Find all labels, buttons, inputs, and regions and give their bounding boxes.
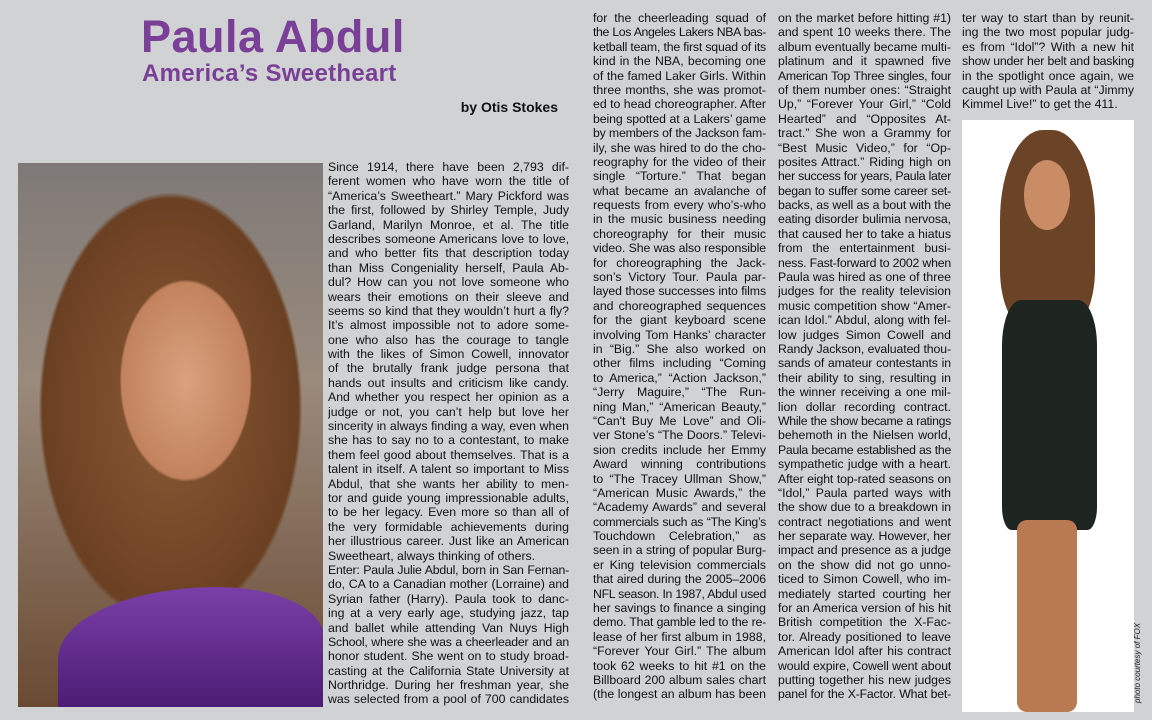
- text-line: three months, she was promot-: [593, 82, 766, 97]
- text-line: the show due to a breakdown in: [778, 500, 951, 515]
- text-line: single “Torture.” That began: [593, 169, 766, 184]
- text-line: album eventually became multi-: [778, 39, 951, 54]
- text-line: platinum and it spawned five: [778, 54, 951, 69]
- full-length-photo-paula-abdul: [962, 120, 1134, 712]
- text-line: ferent women who have worn the title of: [328, 174, 569, 189]
- text-line: them feel good about themselves. That is a: [328, 447, 569, 462]
- text-line: Northridge. During her freshman year, she: [328, 678, 569, 693]
- text-line: that aired during the 2005–2006: [593, 572, 766, 587]
- text-line: and spent 10 weeks there. The: [778, 25, 951, 40]
- text-line: ter way to start than by reunit-: [962, 11, 1134, 25]
- text-line: hands out insults and criticism like candy.: [328, 375, 569, 390]
- text-line: the winner receiving a one mil-: [778, 385, 951, 400]
- text-line: their ability to sing, resulting in: [778, 370, 951, 385]
- text-line: And whether you respect her opinion as a: [328, 390, 569, 405]
- byline: by Otis Stokes: [460, 99, 558, 115]
- text-line: the very formidable achievements during: [328, 519, 569, 534]
- article-column-4: [962, 11, 1134, 112]
- text-line: ticed to Simon Cowell, who im-: [778, 572, 951, 587]
- article-title: Paula Abdul: [141, 11, 405, 62]
- text-line: judge or not, you can’t help but love her: [328, 404, 569, 419]
- text-line: sincerity in always finding a way, even when: [328, 419, 569, 434]
- text-line: of them number ones: “Straight: [778, 82, 951, 97]
- text-line: music competition show “Amer-: [778, 298, 951, 313]
- text-line: ness. Fast-forward to 2002 when: [778, 255, 951, 270]
- text-line: on the market before hitting #1): [778, 11, 951, 25]
- text-line: impact and presence as a judge: [778, 543, 951, 558]
- text-line: ing at a very early age, studying jazz, tap: [328, 606, 569, 621]
- text-line: show under her belt and basking: [962, 54, 1134, 69]
- text-line: “American Music Awards,” the: [593, 485, 766, 500]
- text-line: of the brutally frank judge persona that: [328, 361, 569, 376]
- text-line: Paula became established as the: [778, 442, 951, 457]
- text-line: ily, she was hired to do the cho-: [593, 140, 766, 155]
- text-line: reography for the video of their: [593, 154, 766, 169]
- text-line: for choreographing the Jack-: [593, 255, 766, 270]
- text-line: Garland, Marilyn Monroe, et al. The title: [328, 217, 569, 232]
- text-line: the Los Angeles Lakers NBA bas-: [593, 25, 766, 40]
- text-line: “Best Music Video,” for “Op-: [778, 140, 951, 155]
- text-line: her success for years, Paula later: [778, 169, 951, 184]
- text-line: her illustrious career. Just like an American: [328, 534, 569, 549]
- text-line: ing the two most popular judg-: [962, 25, 1134, 40]
- text-line: eating disorder bulimia nervosa,: [778, 212, 951, 227]
- text-line: “America’s Sweetheart.” Mary Pickford was: [328, 188, 569, 203]
- text-line: requests from every who’s-who: [593, 198, 766, 213]
- text-line: choreography for their music: [593, 226, 766, 241]
- text-line: other films including “Coming: [593, 356, 766, 371]
- purple-top: [58, 587, 323, 707]
- text-line: being spotted at a Lakers’ game: [593, 111, 766, 126]
- text-line: Kimmel Live!” to get the 411.: [962, 97, 1118, 112]
- text-line: “Idol,” Paula parted ways with: [778, 485, 951, 500]
- text-line: on the show did not go unno-: [778, 557, 951, 572]
- text-line: talent in itself. A talent so important to Miss: [328, 462, 569, 477]
- text-line: what became an avalanche of: [593, 183, 766, 198]
- text-line: panel for the X-Factor. What bet-: [778, 687, 951, 702]
- text-line: honor student. She went on to study broad-: [328, 649, 569, 664]
- face: [1024, 160, 1070, 230]
- portrait-photo-paula-abdul: [18, 163, 323, 707]
- text-line: involving Tom Hanks’ character: [593, 327, 766, 342]
- text-line: Enter: Paula Julie Abdul, born in San Fernan-: [328, 562, 569, 577]
- text-line: er King television commercials: [593, 557, 766, 572]
- text-line: would expire, Cowell went about: [778, 658, 951, 673]
- text-line: to “The Tracey Ullman Show,”: [593, 471, 766, 486]
- text-line: (the longest an album has been: [593, 687, 766, 702]
- legs: [1017, 520, 1077, 712]
- text-line: After eight top-rated seasons on: [778, 471, 951, 486]
- text-line: contract negotiations and went: [778, 514, 951, 529]
- text-line: behemoth in the Nielsen world,: [778, 428, 951, 443]
- text-line: Since 1914, there have been 2,793 dif-: [328, 160, 569, 174]
- text-line: video. She was also responsible: [593, 241, 766, 256]
- text-line: Touchdown Celebration,” as: [593, 529, 766, 544]
- text-line: lion dollar recording contract.: [778, 399, 951, 414]
- text-line: dul? How can you not love someone who: [328, 275, 569, 290]
- text-line: It’s almost impossible not to adore some-: [328, 318, 569, 333]
- text-line: to America,” “Action Jackson,”: [593, 370, 766, 385]
- text-line: sands of amateur contestants in: [778, 356, 951, 371]
- text-line: ketball team, the first squad of its: [593, 39, 766, 54]
- text-line: tract.” She won a Grammy for: [778, 126, 951, 141]
- text-line: to be her legacy. Even more so than all of: [328, 505, 569, 520]
- text-line: seems so kind that they wouldn’t hurt a fly?: [328, 303, 569, 318]
- text-line: for the giant keyboard scene: [593, 313, 766, 328]
- article-subtitle: America’s Sweetheart: [142, 60, 397, 87]
- text-line: one who also has the courage to tangle: [328, 332, 569, 347]
- black-dress: [1002, 300, 1097, 530]
- text-line: judges for the reality television: [778, 284, 951, 299]
- text-line: “Jerry Maguire,” “The Run-: [593, 385, 766, 400]
- text-line: Award winning contributions: [593, 457, 766, 472]
- text-line: with the likes of Simon Cowell, innovator: [328, 347, 569, 362]
- text-line: Randy Jackson, evaluated thou-: [778, 341, 951, 356]
- text-line: and choreographed sequences: [593, 298, 766, 313]
- text-line: ning Man,” “American Beauty,”: [593, 399, 766, 414]
- text-line: Hearted” and “Opposites At-: [778, 111, 951, 126]
- text-line: Sweetheart, always thinking of others.: [328, 548, 536, 563]
- text-line: took 62 weeks to hit #1 on the: [593, 658, 766, 673]
- text-line: American Idol after his contract: [778, 644, 951, 659]
- text-line: School, where she was a cheerleader and an: [328, 634, 569, 649]
- text-line: wears their emotions on their sleeve and: [328, 289, 569, 304]
- text-line: for the cheerleading squad of: [593, 11, 766, 25]
- text-line: in “Big.” She also worked on: [593, 341, 766, 356]
- text-line: mediately started courting her: [778, 586, 951, 601]
- text-line: ver Stone’s “The Doors.” Televi-: [593, 428, 766, 443]
- text-line: es from “Idol”? With a new hit: [962, 39, 1134, 54]
- text-line: by members of the Jackson fam-: [593, 126, 766, 141]
- text-line: sion credits include her Emmy: [593, 442, 766, 457]
- text-line: and who better fits that description today: [328, 246, 569, 261]
- text-line: seen in a string of popular Burg-: [593, 543, 766, 558]
- text-line: son’s Victory Tour. Paula par-: [593, 270, 766, 285]
- text-line: from the entertainment busi-: [778, 241, 951, 256]
- text-line: Syrian father (Harry). Paula took to danc-: [328, 591, 569, 606]
- text-line: posites Attract.” Riding high on: [778, 154, 951, 169]
- text-line: do, CA to a Canadian mother (Lorraine) and: [328, 577, 569, 592]
- text-line: tor. Already positioned to leave: [778, 629, 951, 644]
- text-line: putting together his new judges: [778, 672, 951, 687]
- text-line: demo. That gamble led to the re-: [593, 615, 766, 630]
- text-line: low judges Simon Cowell and: [778, 327, 951, 342]
- text-line: While the show became a ratings: [778, 413, 951, 428]
- text-line: casting at the California State University at: [328, 663, 569, 678]
- text-line: Paula was hired as one of three: [778, 270, 951, 285]
- text-line: “Forever Your Girl.” The album: [593, 644, 766, 659]
- text-line: ican Idol.” Abdul, along with fel-: [778, 313, 951, 328]
- text-line: kind in the NBA, becoming one: [593, 54, 766, 69]
- text-line: backs, as well as a bout with the: [778, 198, 951, 213]
- article-column-3: [778, 11, 951, 702]
- text-line: American Top Three singles, four: [778, 68, 951, 83]
- text-line: caught up with Paula at “Jimmy: [962, 82, 1134, 97]
- text-line: her separate way. However, her: [778, 529, 951, 544]
- text-line: “Academy Awards” and several: [593, 500, 766, 515]
- text-line: lease of her first album in 1988,: [593, 629, 766, 644]
- text-line: ed to head choreographer. After: [593, 97, 766, 112]
- text-line: in the spotlight once again, we: [962, 68, 1134, 83]
- article-column-2: [593, 11, 766, 702]
- text-line: she has to say no to a contestant, to make: [328, 433, 569, 448]
- article-column-1: [328, 160, 569, 707]
- text-line: British competition the X-Fac-: [778, 615, 951, 630]
- text-line: for an America version of his hit: [778, 601, 951, 616]
- text-line: layed those successes into films: [593, 284, 766, 299]
- text-line: the first, followed by Shirley Temple, Judy: [328, 203, 569, 218]
- text-line: describes someone Americans love to love,: [328, 231, 569, 246]
- text-line: her savings to finance a singing: [593, 601, 766, 616]
- text-line: that caused her to take a hiatus: [778, 226, 951, 241]
- text-line: Up,” “Forever Your Girl,” “Cold: [778, 97, 951, 112]
- text-line: in the music business needing: [593, 212, 766, 227]
- text-line: was selected from a pool of 700 candidates: [328, 692, 569, 707]
- text-line: “Can't Buy Me Love” and Oli-: [593, 413, 766, 428]
- text-line: Abdul, that she wants her ability to men-: [328, 476, 569, 491]
- text-line: of the famed Laker Girls. Within: [593, 68, 766, 83]
- text-line: tor and guide young impressionable adults,: [328, 490, 569, 505]
- text-line: than Miss Congeniality herself, Paula Ab-: [328, 260, 569, 275]
- photo-credit: photo courtesy of FOX: [1133, 622, 1142, 703]
- text-line: NFL season. In 1987, Abdul used: [593, 586, 766, 601]
- text-line: Billboard 200 album sales chart: [593, 672, 766, 687]
- text-line: and ballet while attending Van Nuys High: [328, 620, 569, 635]
- text-line: began to suffer some career set-: [778, 183, 951, 198]
- text-line: sympathetic judge with a heart.: [778, 457, 951, 472]
- text-line: commercials such as “The King’s: [593, 514, 766, 529]
